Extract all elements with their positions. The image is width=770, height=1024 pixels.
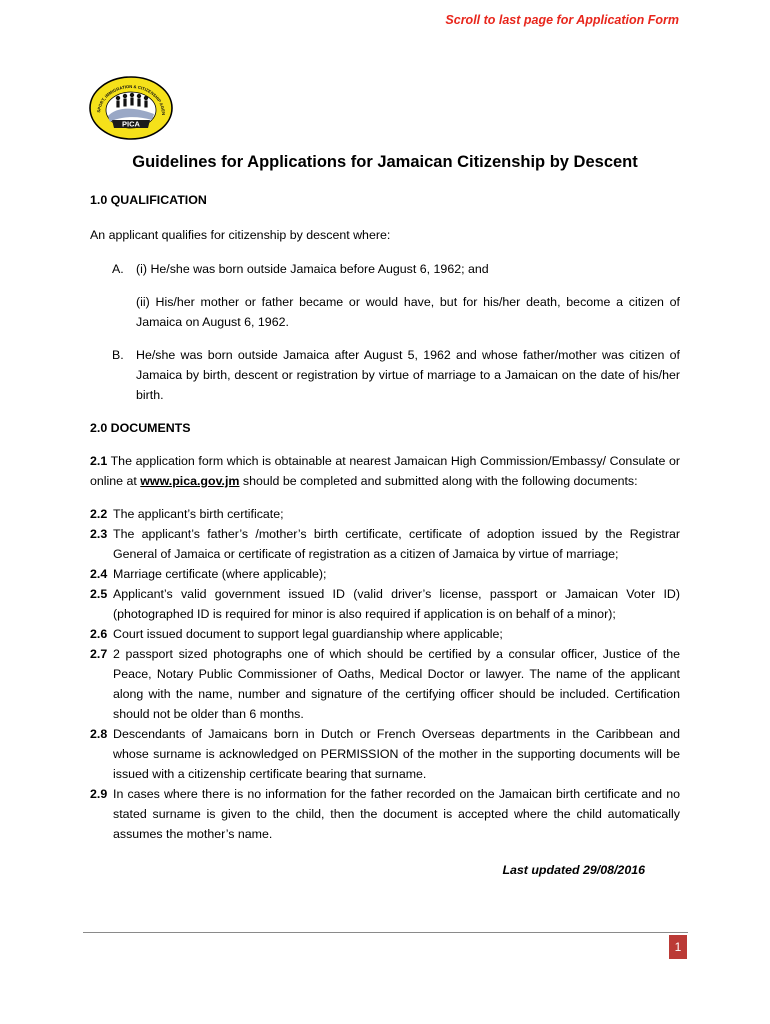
doc-text: Applicant’s valid government issued ID (valid driver’s license, passport or Jamaican Voter ID) (photographed ID is required for minor is also required if application is on behalf of a minor); (113, 587, 680, 621)
documents-intro-text: The application form which is obtainable at nearest Jamaican High Commission/Embassy/ Consulate or online at (90, 454, 680, 488)
doc-text: The applicant’s father’s /mother’s birth certificate, certificate of adoption issued by the Registrar General of Jamaica or certificate of registration as a citizen of Jamaica by virtue of marriage; (113, 527, 680, 561)
section1-heading: 1.0 QUALIFICATION (90, 193, 207, 207)
document-item (90, 644, 680, 724)
document-item (90, 504, 680, 524)
section1-intro: An applicant qualifies for citizenship by descent where: (90, 228, 391, 242)
item-b-label: B. (112, 348, 124, 362)
document-item (90, 584, 680, 624)
footer-divider (83, 932, 688, 933)
doc-text: The applicant’s birth certificate; (113, 507, 284, 521)
scroll-notice[interactable]: Scroll to last page for Application Form (445, 13, 679, 27)
doc-num: 2.8 (90, 727, 108, 741)
documents-intro (90, 451, 680, 491)
document-item (90, 564, 680, 584)
doc-num: 2.6 (90, 627, 108, 641)
doc-num: 2.2 (90, 507, 108, 521)
doc-num: 2.4 (90, 567, 108, 581)
doc-text: Court issued document to support legal guardianship where applicable; (113, 627, 503, 641)
section2-heading: 2.0 DOCUMENTS (90, 421, 191, 435)
item-b-text: He/she was born outside Jamaica after August 5, 1962 and whose father/mother was citizen of Jamaica by birth, descent or registration by virtue of marriage to a Jamaican on the date of his/her birth. (136, 348, 680, 402)
doc-text: In cases where there is no information for the father recorded on the Jamaican birth certificate and no stated surname is given to the child, then the document is accepted where the child automatically assumes the mother’s name. (113, 787, 680, 841)
document-item (90, 784, 680, 844)
document-item (90, 724, 680, 784)
documents-intro-text-end: should be completed and submitted along with the following documents: (239, 474, 638, 488)
doc-num: 2.5 (90, 587, 108, 601)
item-a-label: A. (112, 262, 124, 276)
doc-text: Descendants of Jamaicans born in Dutch or French Overseas departments in the Caribbean and whose surname is acknowledged on PERMISSION of the mother in the supporting documents will be issued with a citizenship certificate bearing that surname. (113, 727, 680, 781)
pica-website-link[interactable]: www.pica.gov.jm (140, 474, 240, 488)
doc-text: Marriage certificate (where applicable); (113, 567, 327, 581)
pica-logo (88, 74, 174, 140)
logo-arc-text: SPORT, IMMIGRATION & CITIZENSHIP AGEN (96, 84, 167, 116)
page-title: Guidelines for Applications for Jamaican Citizenship by Descent (132, 153, 638, 171)
doc-num: 2.3 (90, 527, 108, 541)
doc-num: 2.9 (90, 787, 108, 801)
doc-text: 2 passport sized photographs one of which should be certified by a consular officer, Justice of the Peace, Notary Public Commissioner of Oaths, Medical Doctor or lawyer. The name of the applicant along with the name, number and signature of the certifying officer should be included. Certification should not be older than 6 months. (113, 647, 680, 721)
item-a-ii: (ii) His/her mother or father became or would have, but for his/her death, become a citizen of Jamaica on August 6, 1962. (136, 295, 680, 329)
logo-text: PICA (122, 119, 140, 129)
doc-num: 2.7 (90, 647, 108, 661)
document-item (90, 524, 680, 564)
doc-num: 2.1 (90, 454, 108, 468)
page-number: 1 (669, 935, 687, 959)
last-updated: Last updated 29/08/2016 (502, 863, 645, 877)
document-item (90, 624, 680, 644)
item-a-i: (i) He/she was born outside Jamaica before August 6, 1962; and (136, 262, 489, 276)
